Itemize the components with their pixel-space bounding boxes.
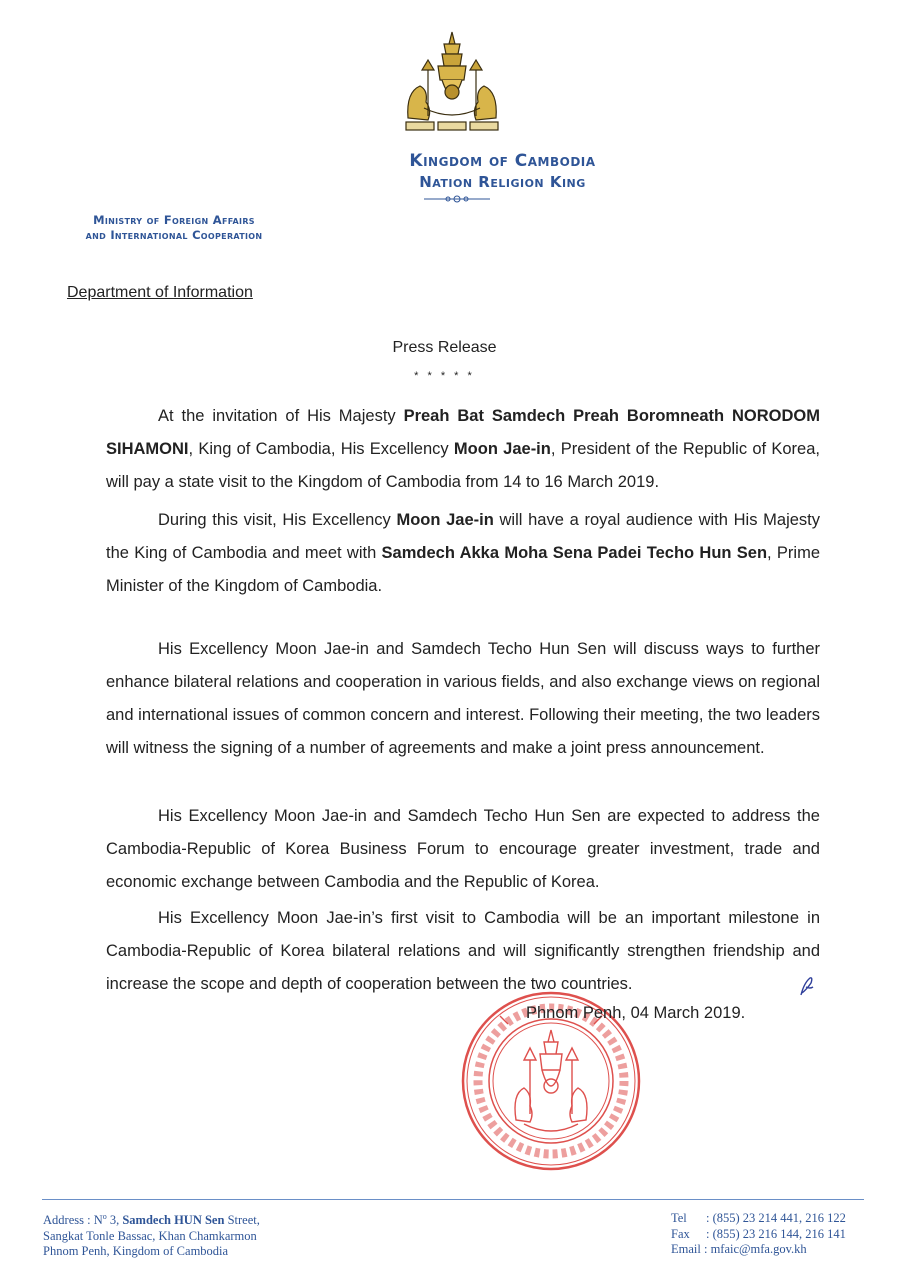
footer-address <box>43 1209 260 1260</box>
p3-text: His Excellency Moon Jae-in and Samdech Techo Hun Sen will discuss ways to further enhance bilateral relations and cooperation in various fields, and also exchange views on regional and international issues of common concern and interest. Following their meeting, the two leaders will witness the signing of a number of agreements and make a joint press announcement. <box>106 640 820 757</box>
address-street-suffix: Street, <box>224 1213 260 1228</box>
p2-president-name: Moon Jae-in <box>396 511 494 529</box>
p1-text-c: , King of Cambodia, His Excellency <box>188 440 454 458</box>
fax-label: Fax <box>671 1226 690 1241</box>
email-label: Email <box>671 1242 701 1256</box>
address-number-sup: o <box>102 1212 107 1221</box>
p2-text-e: , Prime Minister of the Kingdom of Cambodia. <box>106 544 820 595</box>
email-value[interactable]: : mfaic@mfa.gov.kh <box>703 1242 807 1256</box>
p2-text-a: During this visit, His Excellency <box>158 511 397 529</box>
place-and-date: Phnom Penh, 04 March 2019. <box>526 1004 746 1022</box>
address-street-name: Samdech HUN Sen <box>122 1213 225 1228</box>
address-number: 3, <box>106 1213 123 1228</box>
p4-text: His Excellency Moon Jae-in and Samdech Techo Hun Sen are expected to address the Cambodia-Republic of Korea Business Forum to encourage greater investment, trade and economic exchange between Cambodia and the Republic of Korea. <box>106 807 820 891</box>
address-label: Address : N <box>43 1213 103 1228</box>
kingdom-title: Kingdom of Cambodia <box>409 151 596 171</box>
royal-coat-of-arms-icon <box>398 30 506 134</box>
contact-fax <box>671 1227 846 1243</box>
p1-president-name: Moon Jae-in <box>453 440 551 458</box>
address-line-2: Sangkat Tonle Bassac, Khan Chamkarmon <box>43 1228 257 1243</box>
document-title <box>0 339 905 357</box>
p1-text-a: At the invitation of His Majesty <box>158 407 404 425</box>
fax-value: : (855) 23 216 144, 216 141 <box>706 1226 846 1241</box>
contact-email <box>671 1242 846 1258</box>
p5-text: His Excellency Moon Jae-in’s first visit to Cambodia will be an important milestone in Cambodia-Republic of Korea bilateral relations and will significantly strengthen friendship and increase the scope and depth of cooperation between the two countries. <box>106 909 820 993</box>
ornament-divider-icon <box>422 194 492 204</box>
p1-text-e: , President of the Republic of Korea, will pay a state visit to the Kingdom of Cambodia from 14 to 16 March 2019. <box>106 440 820 491</box>
ministry-name <box>44 213 304 243</box>
address-line-1 <box>43 1209 260 1229</box>
nation-motto: Nation Religion King <box>419 173 586 191</box>
tel-value: : (855) 23 214 441, 216 122 <box>706 1211 846 1225</box>
paragraph-3 <box>106 633 820 765</box>
p2-text-c: will have a royal audience with His Majesty the King of Cambodia and meet with <box>106 511 820 562</box>
paragraph-5 <box>106 902 820 1001</box>
department-name: Department of Information <box>67 284 253 301</box>
ministry-line-1: Ministry of Foreign Affairs <box>93 213 255 227</box>
p1-king-name: Preah Bat Samdech Preah Boromneath NORODOM SIHAMONI <box>106 407 820 458</box>
contact-tel <box>671 1211 846 1227</box>
signature-icon <box>798 975 816 997</box>
paragraph-2 <box>106 504 820 603</box>
ministry-line-2: and International Cooperation <box>85 228 263 242</box>
p2-pm-name: Samdech Akka Moha Sena Padei Techo Hun Sen <box>381 544 768 562</box>
footer-contact <box>671 1211 846 1258</box>
title-stars <box>0 370 905 382</box>
paragraph-4 <box>106 800 820 899</box>
document-title-text: Press Release <box>392 339 497 356</box>
footer-divider <box>42 1199 864 1200</box>
title-stars-text: * * * * * <box>414 370 475 382</box>
letterhead-title <box>0 150 905 192</box>
address-line-3: Phnom Penh, Kingdom of Cambodia <box>43 1244 229 1259</box>
tel-label: Tel <box>671 1211 687 1225</box>
paragraph-1 <box>106 400 820 499</box>
